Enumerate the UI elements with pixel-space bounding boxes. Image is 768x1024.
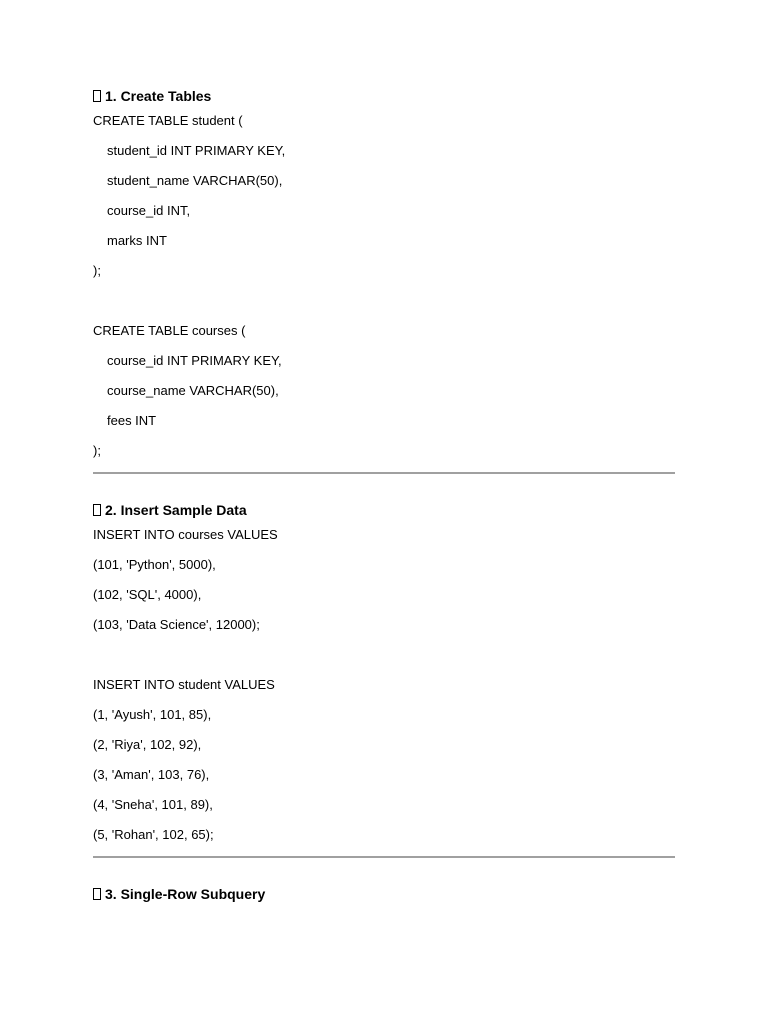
code-line: (1, 'Ayush', 101, 85), xyxy=(93,707,212,722)
code-line: student_id INT PRIMARY KEY, xyxy=(107,143,286,158)
code-line: ); xyxy=(93,263,101,278)
code-line: INSERT INTO courses VALUES xyxy=(93,527,278,542)
heading-text: 2. Insert Sample Data xyxy=(105,502,247,518)
section-insert-sample-data xyxy=(93,500,675,850)
code-line: course_id INT PRIMARY KEY, xyxy=(107,353,282,368)
heading-text: 1. Create Tables xyxy=(105,88,212,104)
code-line: fees INT xyxy=(107,413,157,428)
code-line: marks INT xyxy=(107,233,167,248)
document-content xyxy=(93,86,675,904)
code-line: (102, 'SQL', 4000), xyxy=(93,587,202,602)
section-single-row-subquery xyxy=(93,884,675,904)
code-line: (5, 'Rohan', 102, 65); xyxy=(93,827,214,842)
blank-line xyxy=(93,640,675,670)
missing-glyph-icon xyxy=(93,504,101,516)
missing-glyph-icon xyxy=(93,90,101,102)
section-heading xyxy=(93,500,675,520)
horizontal-rule xyxy=(93,472,675,474)
code-line: (101, 'Python', 5000), xyxy=(93,557,216,572)
code-line: ); xyxy=(93,443,101,458)
blank-line xyxy=(93,286,675,316)
code-line: CREATE TABLE student ( xyxy=(93,113,243,128)
code-line: INSERT INTO student VALUES xyxy=(93,677,275,692)
code-line: (3, 'Aman', 103, 76), xyxy=(93,767,210,782)
horizontal-rule xyxy=(93,856,675,858)
section-create-tables xyxy=(93,86,675,466)
code-line: CREATE TABLE courses ( xyxy=(93,323,246,338)
code-line: (103, 'Data Science', 12000); xyxy=(93,617,260,632)
missing-glyph-icon xyxy=(93,888,101,900)
section-heading xyxy=(93,884,675,904)
code-line: (4, 'Sneha', 101, 89), xyxy=(93,797,213,812)
code-line: (2, 'Riya', 102, 92), xyxy=(93,737,202,752)
heading-text: 3. Single-Row Subquery xyxy=(105,886,266,902)
code-line: student_name VARCHAR(50), xyxy=(107,173,283,188)
code-line: course_id INT, xyxy=(107,203,191,218)
code-line: course_name VARCHAR(50), xyxy=(107,383,279,398)
section-heading xyxy=(93,86,675,106)
